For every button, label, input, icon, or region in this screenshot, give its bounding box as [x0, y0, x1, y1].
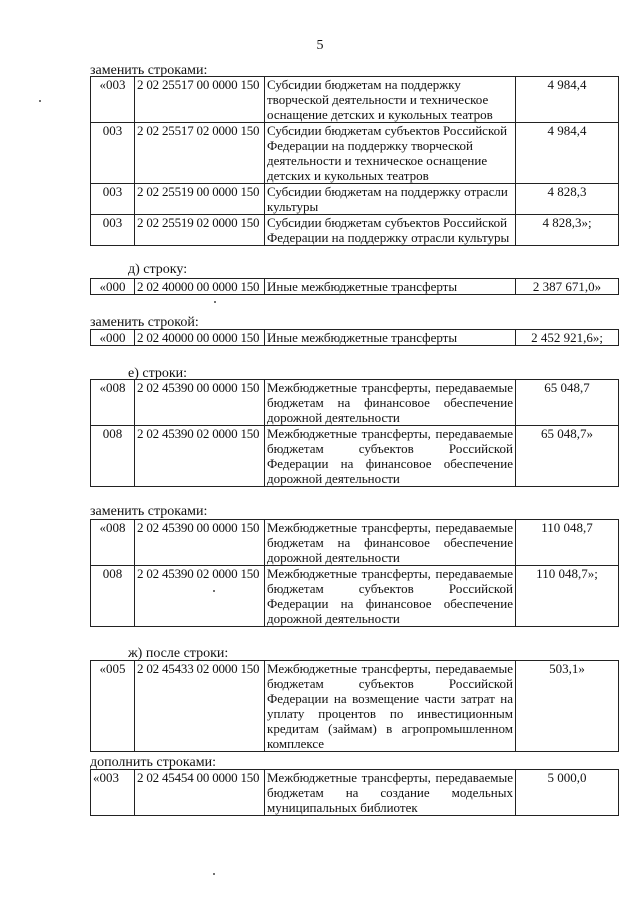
budget-code: 2 02 40000 00 0000 150 — [135, 330, 265, 346]
row-name: Межбюджетные трансферты, передаваемые бюджетам субъектов Российской Федерации на финансовое обеспечение дорожной деятельности — [265, 566, 516, 627]
budget-code: 2 02 25517 00 0000 150 — [135, 77, 265, 123]
table-row — [91, 566, 619, 627]
row-number: 003 — [91, 215, 135, 246]
budget-code: 2 02 25519 00 0000 150 — [135, 184, 265, 215]
row-name: Субсидии бюджетам на поддержку отрасли культуры — [265, 184, 516, 215]
table-row — [91, 770, 619, 816]
row-number: 008 — [91, 426, 135, 487]
budget-code: 2 02 45390 02 0000 150 — [135, 426, 265, 487]
table-row — [91, 520, 619, 566]
table-row — [91, 184, 619, 215]
row-name: Межбюджетные трансферты, передаваемые бюджетам на финансовое обеспечение дорожной деятельности — [265, 380, 516, 426]
row-amount: 2 387 671,0» — [516, 279, 619, 295]
scan-speck — [213, 873, 215, 875]
table-section-7 — [90, 769, 619, 816]
row-number: «003 — [91, 770, 135, 816]
row-number: 003 — [91, 123, 135, 184]
section-label-replace-rows-2: заменить строками: — [90, 504, 208, 519]
table-section-1 — [90, 76, 619, 246]
table-row — [91, 380, 619, 426]
budget-code: 2 02 45390 00 0000 150 — [135, 380, 265, 426]
section-label-add-rows: дополнить строками: — [90, 755, 216, 770]
row-amount: 4 828,3»; — [516, 215, 619, 246]
scan-speck — [39, 100, 41, 102]
row-amount: 4 984,4 — [516, 123, 619, 184]
row-amount: 4 828,3 — [516, 184, 619, 215]
scan-speck — [213, 590, 215, 592]
table-section-3 — [90, 329, 619, 346]
scan-speck — [214, 301, 216, 303]
page-number: 5 — [316, 38, 324, 53]
row-name: Межбюджетные трансферты, передаваемые бюджетам субъектов Российской Федерации на возмещение части затрат на уплату процентов по инвестиционным кредитам (займам) в агропромышленном комплексе — [265, 661, 516, 752]
table-section-5 — [90, 519, 619, 627]
row-name: Межбюджетные трансферты, передаваемые бюджетам на финансовое обеспечение дорожной деятельности — [265, 520, 516, 566]
row-number: «000 — [91, 279, 135, 295]
row-number: «003 — [91, 77, 135, 123]
section-label-replace-row: заменить строкой: — [90, 315, 199, 330]
section-label-rows-e: е) строки: — [128, 366, 188, 381]
table-row — [91, 279, 619, 295]
row-amount: 65 048,7 — [516, 380, 619, 426]
row-amount: 2 452 921,6»; — [516, 330, 619, 346]
budget-code: 2 02 25517 02 0000 150 — [135, 123, 265, 184]
row-amount: 110 048,7 — [516, 520, 619, 566]
row-amount: 110 048,7»; — [516, 566, 619, 627]
row-number: 003 — [91, 184, 135, 215]
row-amount: 65 048,7» — [516, 426, 619, 487]
budget-code: 2 02 45433 02 0000 150 — [135, 661, 265, 752]
section-label-row-d: д) строку: — [128, 262, 188, 277]
table-section-6 — [90, 660, 619, 752]
budget-code: 2 02 40000 00 0000 150 — [135, 279, 265, 295]
table-section-4 — [90, 379, 619, 487]
table-row — [91, 215, 619, 246]
row-amount: 4 984,4 — [516, 77, 619, 123]
row-name: Межбюджетные трансферты, передаваемые бюджетам субъектов Российской Федерации на финансовое обеспечение дорожной деятельности — [265, 426, 516, 487]
table-section-2 — [90, 278, 619, 295]
row-amount: 5 000,0 — [516, 770, 619, 816]
table-row — [91, 123, 619, 184]
budget-code: 2 02 45390 00 0000 150 — [135, 520, 265, 566]
row-amount: 503,1» — [516, 661, 619, 752]
row-name: Межбюджетные трансферты, передаваемые бюджетам на создание модельных муниципальных библиотек — [265, 770, 516, 816]
row-number: «008 — [91, 380, 135, 426]
row-number: «008 — [91, 520, 135, 566]
table-row — [91, 330, 619, 346]
row-name: Иные межбюджетные трансферты — [265, 330, 516, 346]
table-row — [91, 426, 619, 487]
row-name: Иные межбюджетные трансферты — [265, 279, 516, 295]
row-name: Субсидии бюджетам субъектов Российской Федерации на поддержку творческой деятельности и техническое оснащение детских и кукольных театров — [265, 123, 516, 184]
row-name: Субсидии бюджетам субъектов Российской Федерации на поддержку отрасли культуры — [265, 215, 516, 246]
section-label-after-row-zh: ж) после строки: — [128, 646, 229, 661]
section-label-replace-rows-1: заменить строками: — [90, 63, 208, 78]
table-row — [91, 77, 619, 123]
table-row — [91, 661, 619, 752]
budget-code: 2 02 45390 02 0000 150 — [135, 566, 265, 627]
row-name: Субсидии бюджетам на поддержку творческой деятельности и техническое оснащение детских и кукольных театров — [265, 77, 516, 123]
row-number: «005 — [91, 661, 135, 752]
row-number: 008 — [91, 566, 135, 627]
budget-code: 2 02 45454 00 0000 150 — [135, 770, 265, 816]
budget-code: 2 02 25519 02 0000 150 — [135, 215, 265, 246]
row-number: «000 — [91, 330, 135, 346]
